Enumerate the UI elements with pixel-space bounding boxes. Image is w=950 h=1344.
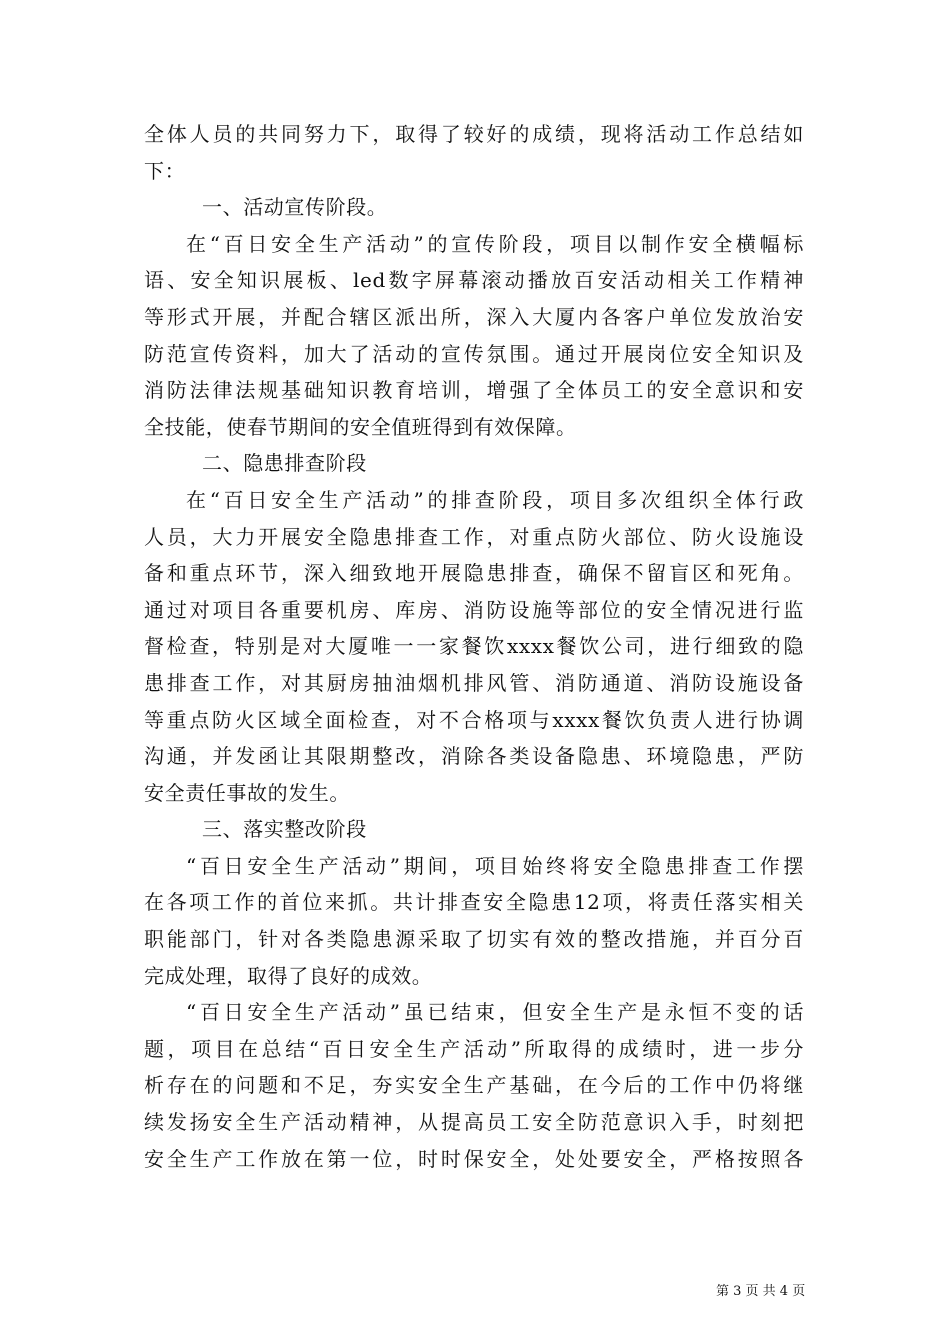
text-line: 语、安全知识展板、led数字屏幕滚动播放百安活动相关工作精神 (144, 268, 804, 293)
section-heading: 三、落实整改阶段 (202, 817, 367, 842)
text-line: “百日安全生产活动”虽已结束，但安全生产是永恒不变的话 (186, 1000, 804, 1025)
text-line: 在各项工作的首位来抓。共计排查安全隐患12项，将责任落实相关 (144, 890, 804, 915)
text-line: 全技能，使春节期间的安全值班得到有效保障。 (144, 414, 577, 439)
text-line: 等重点防火区域全面检查，对不合格项与xxxx餐饮负责人进行协调 (144, 707, 804, 732)
text-line: 职能部门，针对各类隐患源采取了切实有效的整改措施，并百分百 (144, 927, 804, 952)
page-number-footer: 第 3 页 共 4 页 (716, 1284, 806, 1299)
text-line: 题，项目在总结“百日安全生产活动”所取得的成绩时，进一步分 (144, 1036, 804, 1061)
text-line: 完成处理，取得了良好的成效。 (144, 963, 433, 988)
text-line: 沟通，并发函让其限期整改，消除各类设备隐患、环境隐患，严防 (144, 744, 804, 769)
text-line: 安全责任事故的发生。 (144, 780, 350, 805)
text-line: “百日安全生产活动”期间，项目始终将安全隐患排查工作摆 (186, 853, 804, 878)
text-line: 人员，大力开展安全隐患排查工作，对重点防火部位、防火设施设 (144, 524, 804, 549)
text-line: 患排查工作，对其厨房抽油烟机排风管、消防通道、消防设施设备 (144, 670, 804, 695)
text-line: 防范宣传资料，加大了活动的宣传氛围。通过开展岗位安全知识及 (144, 341, 804, 366)
text-line: 在“百日安全生产活动”的排查阶段，项目多次组织全体行政 (186, 487, 804, 512)
document-body (144, 116, 804, 1177)
text-line: 安全生产工作放在第一位，时时保安全，处处要安全，严格按照各 (144, 1146, 804, 1171)
section-heading: 一、活动宣传阶段。 (202, 195, 388, 220)
text-line: 续发扬安全生产活动精神，从提高员工安全防范意识入手，时刻把 (144, 1110, 804, 1135)
text-line: 下： (144, 158, 186, 183)
text-line: 消防法律法规基础知识教育培训，增强了全体员工的安全意识和安 (144, 378, 804, 403)
text-line: 备和重点环节，深入细致地开展隐患排查，确保不留盲区和死角。 (144, 561, 804, 586)
text-line: 督检查，特别是对大厦唯一一家餐饮xxxx餐饮公司，进行细致的隐 (144, 634, 804, 659)
text-line: 析存在的问题和不足，夯实安全生产基础，在今后的工作中仍将继 (144, 1073, 804, 1098)
text-line: 全体人员的共同努力下，取得了较好的成绩，现将活动工作总结如 (144, 122, 804, 146)
text-line: 通过对项目各重要机房、库房、消防设施等部位的安全情况进行监 (144, 597, 804, 622)
text-line: 等形式开展，并配合辖区派出所，深入大厦内各客户单位发放治安 (144, 304, 804, 329)
text-line: 在“百日安全生产活动”的宣传阶段，项目以制作安全横幅标 (186, 231, 804, 256)
section-heading: 二、隐患排查阶段 (202, 451, 367, 476)
